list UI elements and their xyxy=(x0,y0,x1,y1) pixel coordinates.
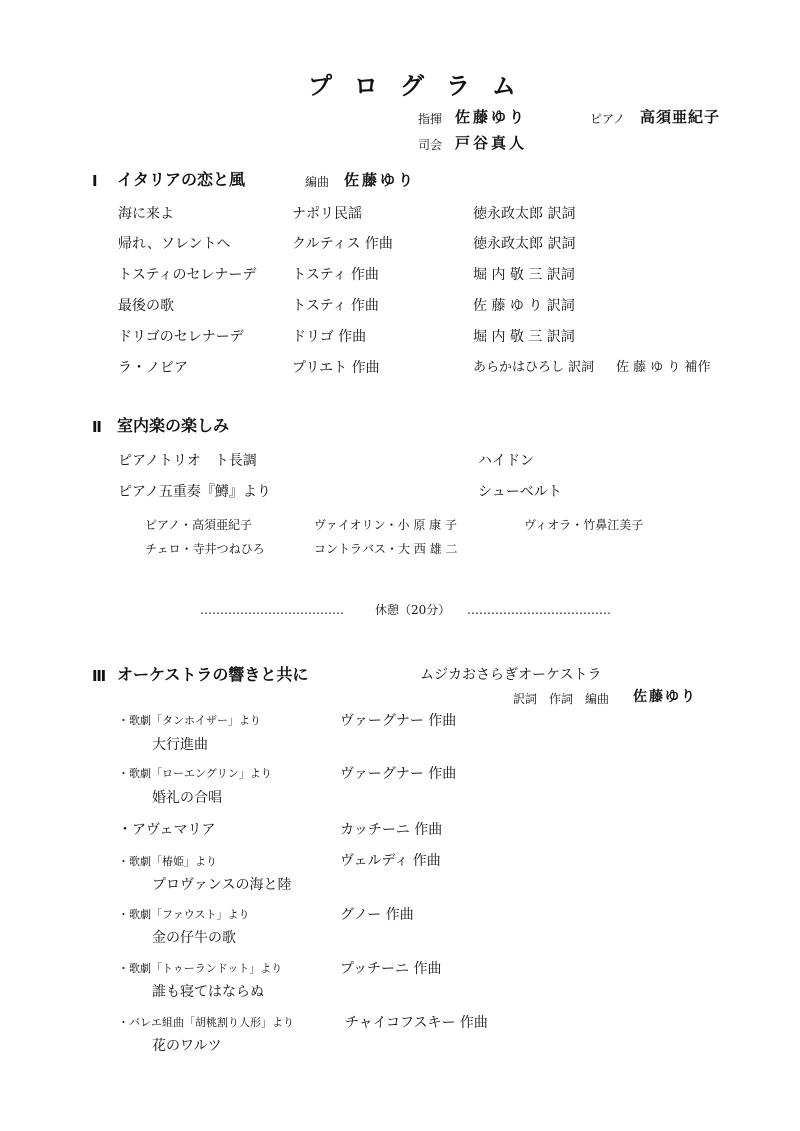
s1-song6-composer: プリエト 作曲 xyxy=(292,360,380,376)
s1-song3-translator: 堀 内 敬 三 訳詞 xyxy=(473,267,575,283)
s1-song4-translator: 佐 藤 ゆ り 訳詞 xyxy=(473,298,575,314)
s3-item3-composer: カッチーニ 作曲 xyxy=(340,822,443,838)
s3-item2-composer: ヴァーグナー 作曲 xyxy=(340,766,457,782)
s1-song5-composer: ドリゴ 作曲 xyxy=(292,329,367,345)
s2-piece2-composer: シューベルト xyxy=(478,484,562,500)
s1-song5-title: ドリゴのセレナーデ xyxy=(118,329,244,345)
piano-label: ピアノ xyxy=(590,112,626,126)
s3-item7-title: 花のワルツ xyxy=(152,1038,222,1054)
s1-song2-composer: クルティス 作曲 xyxy=(292,236,393,252)
section1-arranger-name: 佐藤ゆり xyxy=(344,171,417,189)
piano-name: 高須亜紀子 xyxy=(640,108,721,126)
mc-label: 司会 xyxy=(418,138,443,152)
section1-arranger-label: 編曲 xyxy=(305,175,330,189)
section3-credit-name: 佐藤ゆり xyxy=(633,689,697,705)
s1-song4-composer: トスティ 作曲 xyxy=(292,298,379,314)
intermission-label: 休憩（20分） xyxy=(375,603,451,617)
mc-name: 戸谷真人 xyxy=(455,134,528,152)
s1-song6-extra: 佐 藤 ゆ り 補作 xyxy=(616,360,711,375)
section2-title: 室内楽の楽しみ xyxy=(117,416,230,435)
s3-item5-title: 金の仔牛の歌 xyxy=(152,930,236,946)
conductor-label: 指揮 xyxy=(418,112,443,126)
conductor-name: 佐藤ゆり xyxy=(455,108,528,126)
section3-title: オーケストラの響きと共に xyxy=(117,665,309,684)
s1-song2-translator: 徳永政太郎 訳詞 xyxy=(473,236,576,252)
s1-song6-translator: あらかはひろし 訳詞 xyxy=(473,360,595,375)
performer-cello: チェロ・寺井つねひろ xyxy=(145,542,265,556)
s1-song3-title: トスティのセレナーデ xyxy=(118,267,257,283)
s1-song4-title: 最後の歌 xyxy=(118,298,174,314)
section2-numeral: Ⅱ xyxy=(92,418,102,436)
s1-song3-composer: トスティ 作曲 xyxy=(292,267,379,283)
s1-song2-title: 帰れ、ソレントへ xyxy=(118,236,231,252)
s3-item2-source: ・歌劇「ローエングリン」より xyxy=(118,767,272,780)
s3-item5-source: ・歌劇「ファウスト」より xyxy=(118,908,250,921)
s3-item1-source: ・歌劇「タンホイザー」より xyxy=(118,714,261,727)
s1-song5-translator: 堀 内 敬 三 訳詞 xyxy=(473,329,575,345)
s3-item7-source: ・バレエ組曲「胡桃割り人形」より xyxy=(118,1016,294,1029)
s1-song1-title: 海に来よ xyxy=(118,206,174,222)
s3-item1-composer: ヴァーグナー 作曲 xyxy=(340,713,457,729)
performer-contrabass: コントラバス・大 西 雄 二 xyxy=(314,542,458,556)
s2-piece1-composer: ハイドン xyxy=(478,453,534,469)
page-title: プログラム xyxy=(308,72,538,100)
s1-song6-title: ラ・ノビア xyxy=(118,360,188,376)
intermission-dots-left: ……………………………… xyxy=(200,603,344,617)
section3-orchestra: ムジカおさらぎオーケストラ xyxy=(420,667,602,683)
s3-item4-source: ・歌劇「椿姫」より xyxy=(118,855,217,868)
section3-numeral: Ⅲ xyxy=(92,667,107,685)
s1-song1-translator: 徳永政太郎 訳詞 xyxy=(473,206,576,222)
section1-title: イタリアの恋と風 xyxy=(117,170,246,189)
s3-item4-composer: ヴェルディ 作曲 xyxy=(340,853,441,869)
section3-credit-roles: 訳詞 作詞 編曲 xyxy=(513,692,610,706)
performer-violin: ヴァイオリン・小 原 康 子 xyxy=(314,518,457,532)
intermission-dots-right: ……………………………… xyxy=(467,603,611,617)
performer-piano: ピアノ・高須亜紀子 xyxy=(145,518,253,532)
s1-song1-composer: ナポリ民謡 xyxy=(292,206,362,222)
s3-item6-title: 誰も寝てはならぬ xyxy=(152,984,264,1000)
s3-item3-source: ・アヴェマリア xyxy=(118,822,216,838)
section1-numeral: Ⅰ xyxy=(92,172,98,190)
s3-item5-composer: グノー 作曲 xyxy=(340,907,414,923)
s3-item2-title: 婚礼の合唱 xyxy=(152,790,222,806)
performer-viola: ヴィオラ・竹鼻江美子 xyxy=(524,518,644,532)
s3-item7-composer: チャイコフスキー 作曲 xyxy=(345,1015,488,1031)
s3-item4-title: プロヴァンスの海と陸 xyxy=(152,877,292,893)
s3-item6-composer: プッチーニ 作曲 xyxy=(340,961,442,977)
s3-item6-source: ・歌劇「トゥーランドット」より xyxy=(118,962,283,975)
s3-item1-title: 大行進曲 xyxy=(152,737,208,753)
s2-piece1-title: ピアノトリオ ト長調 xyxy=(118,453,257,469)
s2-piece2-title: ピアノ五重奏『鱒』より xyxy=(118,484,271,500)
